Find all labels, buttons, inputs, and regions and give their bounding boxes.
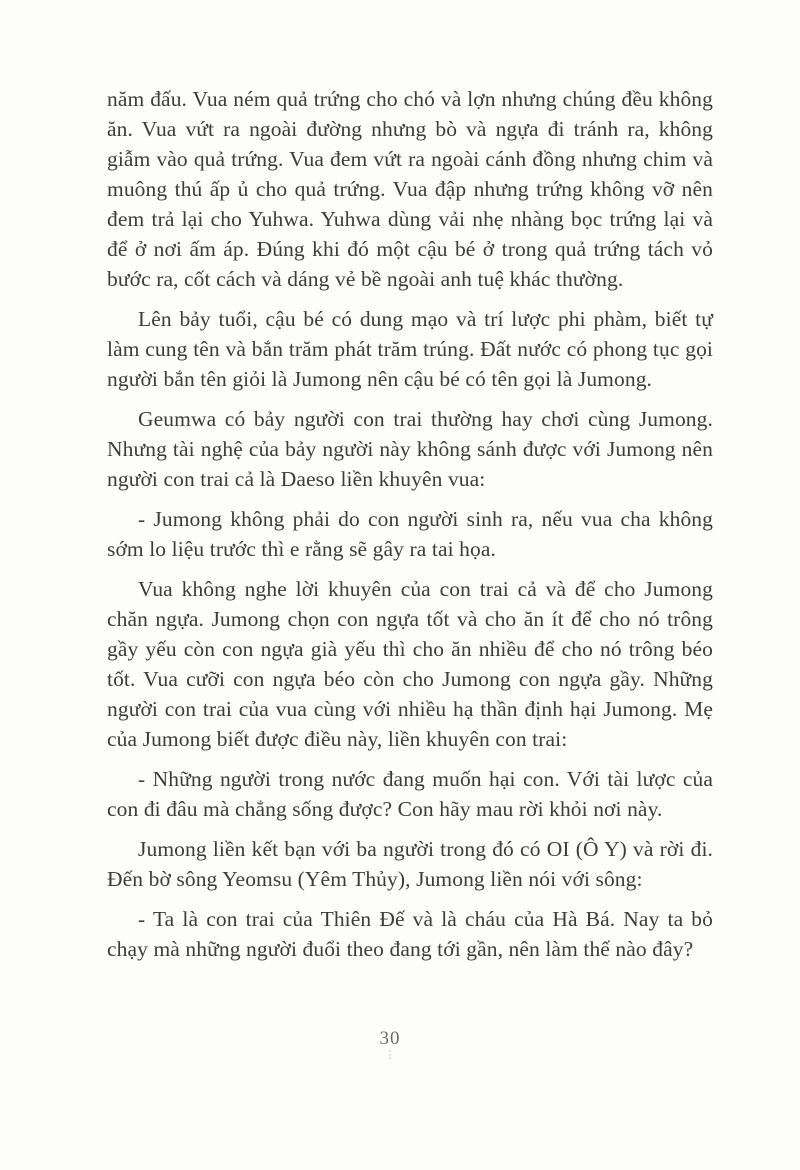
paragraph: Geumwa có bảy người con trai thường hay chơi cùng Jumong. Nhưng tài nghệ của bảy người này không sánh được với Jumong nên người con trai cả là Daeso liền khuyên vua: [107,407,713,491]
paragraph-continuation: năm đấu. Vua ném quả trứng cho chó và lợn nhưng chúng đều không ăn. Vua vứt ra ngoài đường nhưng bò và ngựa đi tránh ra, không giẫm vào quả trứng. Vua đem vứt ra ngoài cánh đồng nhưng chim và muông thú ấp ủ cho quả trứng. Vua đập nhưng trứng không vỡ nên đem trả lại cho Yuhwa. Yuhwa dùng vải nhẹ nhàng bọc trứng lại và để ở nơi ấm áp. Đúng khi đó một cậu bé ở trong quả trứng tách vỏ bước ra, cốt cách và dáng vẻ bề ngoài anh tuệ khác thường. [107,87,713,291]
scan-artifact-dots-icon: ⋮ [384,1049,396,1061]
paragraph: Jumong liền kết bạn với ba người trong đó có OI (Ô Y) và rời đi. Đến bờ sông Yeomsu (Yêm Thủy), Jumong liền nói với sông: [107,837,713,891]
paragraph-dialogue: - Jumong không phải do con người sinh ra, nếu vua cha không sớm lo liệu trước thì e rằng sẽ gây ra tai họa. [107,507,713,561]
paragraph-dialogue: - Những người trong nước đang muốn hại con. Với tài lược của con đi đâu mà chẳng sống được? Con hãy mau rời khỏi nơi này. [107,767,713,821]
page-footer [0,1028,780,1061]
paragraph-dialogue: - Ta là con trai của Thiên Đế và là cháu của Hà Bá. Nay ta bỏ chạy mà những người đuổi theo đang tới gần, nên làm thế nào đây? [107,907,713,961]
page-number: 30 [379,1028,401,1049]
body-text [107,84,713,974]
paragraph: Lên bảy tuổi, cậu bé có dung mạo và trí lược phi phàm, biết tự làm cung tên và bắn trăm phát trăm trúng. Đất nước có phong tục gọi người bắn tên giỏi là Jumong nên cậu bé có tên gọi là Jumong. [107,307,713,391]
paragraph: Vua không nghe lời khuyên của con trai cả và để cho Jumong chăn ngựa. Jumong chọn con ngựa tốt và cho ăn ít để cho nó trông gầy yếu còn con ngựa già yếu thì cho ăn nhiều để cho nó trông béo tốt. Vua cưỡi con ngựa béo còn cho Jumong con ngựa gầy. Những người con trai của vua cùng với nhiều hạ thần định hại Jumong. Mẹ của Jumong biết được điều này, liền khuyên con trai: [107,577,713,751]
